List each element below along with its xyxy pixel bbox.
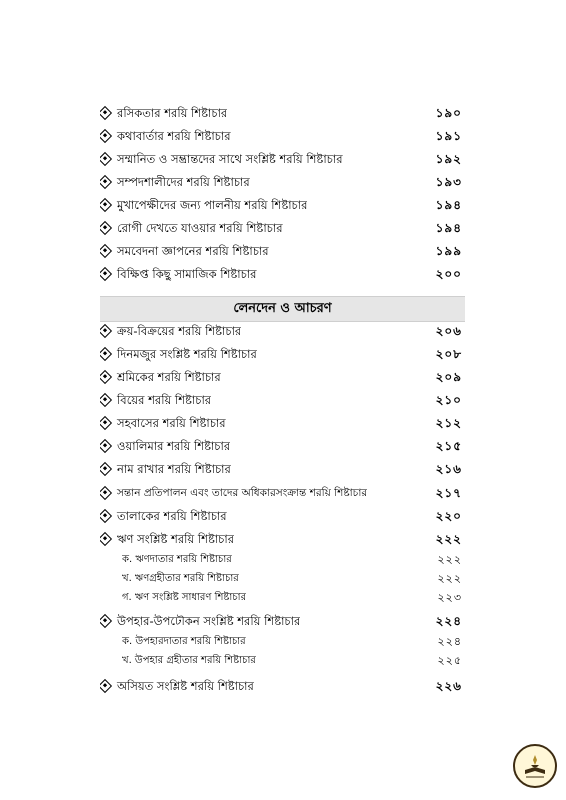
- toc-entry[interactable]: [100, 196, 462, 214]
- diamond-bullet-icon: [100, 416, 112, 430]
- toc-entry[interactable]: [100, 507, 462, 525]
- toc-entry-title: খ. ঋণগ্রহীতার শরয়ি শিষ্টাচার: [122, 573, 239, 584]
- toc-entry[interactable]: [100, 345, 462, 363]
- diamond-bullet-icon: [100, 129, 112, 143]
- toc-entry-page: ২২২: [437, 553, 462, 566]
- toc-entry-page: ২২০: [435, 509, 462, 523]
- toc-entry-page: ২১৬: [435, 462, 462, 476]
- toc-entry-title: সন্তান প্রতিপালন এবং তাদের অধিকারসংক্রান্ত শরয়ি শিষ্টাচার: [117, 487, 368, 499]
- toc-entry-page: ১৯৪: [435, 221, 462, 235]
- toc-entry-page: ১৯৩: [435, 175, 462, 189]
- toc-entry-title: খ. উপহার গ্রহীতার শরয়ি শিষ্টাচার: [122, 655, 256, 666]
- toc-entry-page: ১৯০: [435, 106, 462, 120]
- toc-entry-page: ১৯৯: [435, 244, 462, 258]
- toc-entry-title: সমবেদনা জ্ঞাপনের শরয়ি শিষ্টাচার: [117, 244, 269, 258]
- diamond-bullet-icon: [100, 244, 112, 258]
- toc-entry[interactable]: [100, 104, 462, 122]
- toc-entry-page: ২১৫: [435, 439, 462, 453]
- toc-subentry[interactable]: [122, 551, 462, 569]
- toc-entry[interactable]: [100, 150, 462, 168]
- toc-subentry[interactable]: [122, 652, 462, 670]
- toc-entry-title: সম্মানিত ও সম্ভ্রান্তদের সাথে সংশ্লিষ্ট শরয়ি শিষ্টাচার: [117, 152, 343, 166]
- toc-entry-title: নাম রাখার শরয়ি শিষ্টাচার: [117, 462, 231, 476]
- diamond-bullet-icon: [100, 370, 112, 384]
- toc-entry-title: রোগী দেখতে যাওয়ার শরয়ি শিষ্টাচার: [117, 221, 283, 235]
- toc-entry[interactable]: [100, 173, 462, 191]
- diamond-bullet-icon: [100, 439, 112, 453]
- toc-entry-page: ২২৫: [437, 654, 462, 667]
- toc-entry[interactable]: [100, 368, 462, 386]
- toc-entry[interactable]: [100, 677, 462, 695]
- toc-entry-page: ২০৮: [435, 347, 462, 361]
- diamond-bullet-icon: [100, 175, 112, 189]
- diamond-bullet-icon: [100, 509, 112, 523]
- diamond-bullet-icon: [100, 486, 112, 500]
- toc-entry-page: ২১২: [435, 416, 462, 430]
- toc-entry-title: উপহার-উপঢৌকন সংশ্লিষ্ট শরয়ি শিষ্টাচার: [117, 614, 301, 628]
- toc-entry-title: গ. ঋণ সংশ্লিষ্ট সাধারণ শিষ্টাচার: [122, 592, 247, 603]
- toc-entry[interactable]: [100, 242, 462, 260]
- toc-entry[interactable]: [100, 484, 462, 502]
- toc-entry-title: দিনমজুর সংশ্লিষ্ট শরয়ি শিষ্টাচার: [117, 347, 257, 361]
- toc-entry-title: ক. ঋণদাতার শরয়ি শিষ্টাচার: [122, 554, 232, 565]
- toc-entry-title: ক. উপহারদাতার শরয়ি শিষ্টাচার: [122, 636, 246, 647]
- diamond-bullet-icon: [100, 267, 112, 281]
- toc-entry-title: ক্রয়-বিক্রয়ের শরয়ি শিষ্টাচার: [117, 324, 242, 338]
- book-lamp-icon: [515, 746, 555, 786]
- toc-entry[interactable]: [100, 265, 462, 283]
- toc-entry-page: ২০০: [435, 267, 462, 281]
- toc-entry[interactable]: [100, 414, 462, 432]
- toc-entry-page: ২২৩: [437, 591, 462, 604]
- toc-entry-title: সম্পদশালীদের শরয়ি শিষ্টাচার: [117, 175, 250, 189]
- toc-entry[interactable]: [100, 127, 462, 145]
- toc-entry-title: মুখাপেক্ষীদের জন্য পালনীয় শরয়ি শিষ্টাচার: [117, 198, 308, 212]
- diamond-bullet-icon: [100, 679, 112, 693]
- toc-entry-title: কথাবার্তার শরয়ি শিষ্টাচার: [117, 129, 231, 143]
- toc-entry-page: ২১০: [435, 393, 462, 407]
- diamond-bullet-icon: [100, 106, 112, 120]
- toc-entry-page: ২০৬: [435, 324, 462, 338]
- toc-entry-title: ওয়ালিমার শরয়ি শিষ্টাচার: [117, 439, 231, 453]
- diamond-bullet-icon: [100, 462, 112, 476]
- diamond-bullet-icon: [100, 347, 112, 361]
- toc-entry-title: ঋণ সংশ্লিষ্ট শরয়ি শিষ্টাচার: [117, 532, 235, 546]
- toc-entry[interactable]: [100, 460, 462, 478]
- toc-entry[interactable]: [100, 612, 462, 630]
- toc-entry-title: তালাকের শরয়ি শিষ্টাচার: [117, 509, 227, 523]
- toc-entry-page: ২২২: [437, 572, 462, 585]
- toc-entry-title: সহবাসের শরয়ি শিষ্টাচার: [117, 416, 226, 430]
- toc-entry-page: ১৯৪: [435, 198, 462, 212]
- toc-entry-page: ২২২: [435, 532, 462, 546]
- diamond-bullet-icon: [100, 152, 112, 166]
- toc-entry-page: ২১৭: [435, 486, 462, 500]
- toc-entry[interactable]: [100, 219, 462, 237]
- toc-entry[interactable]: [100, 322, 462, 340]
- toc-entry[interactable]: [100, 437, 462, 455]
- toc-entry[interactable]: [100, 391, 462, 409]
- toc-entry-title: বিক্ষিপ্ত কিছু সামাজিক শিষ্টাচার: [117, 267, 257, 281]
- diamond-bullet-icon: [100, 532, 112, 546]
- toc-entry-page: ২২৪: [437, 635, 462, 648]
- toc-entry-title: বিয়ের শরয়ি শিষ্টাচার: [117, 393, 212, 407]
- toc-entry-page: ২২৬: [435, 679, 462, 693]
- toc-subentry[interactable]: [122, 589, 462, 607]
- toc-subentry[interactable]: [122, 633, 462, 651]
- toc-entry-page: ১৯১: [435, 129, 462, 143]
- section-heading: লেনদেন ও আচরণ: [100, 296, 465, 322]
- diamond-bullet-icon: [100, 614, 112, 628]
- publisher-logo-icon: [513, 744, 557, 788]
- diamond-bullet-icon: [100, 198, 112, 212]
- toc-entry-title: শ্রমিকের শরয়ি শিষ্টাচার: [117, 370, 221, 384]
- toc-entry-title: রসিকতার শরয়ি শিষ্টাচার: [117, 106, 228, 120]
- toc-entry-page: ২২৪: [435, 614, 462, 628]
- toc-entry-page: ১৯২: [435, 152, 462, 166]
- diamond-bullet-icon: [100, 221, 112, 235]
- toc-subentry[interactable]: [122, 570, 462, 588]
- toc-entry-page: ২০৯: [435, 370, 462, 384]
- toc-entry[interactable]: [100, 530, 462, 548]
- diamond-bullet-icon: [100, 324, 112, 338]
- diamond-bullet-icon: [100, 393, 112, 407]
- toc-entry-title: অসিয়ত সংশ্লিষ্ট শরয়ি শিষ্টাচার: [117, 679, 254, 693]
